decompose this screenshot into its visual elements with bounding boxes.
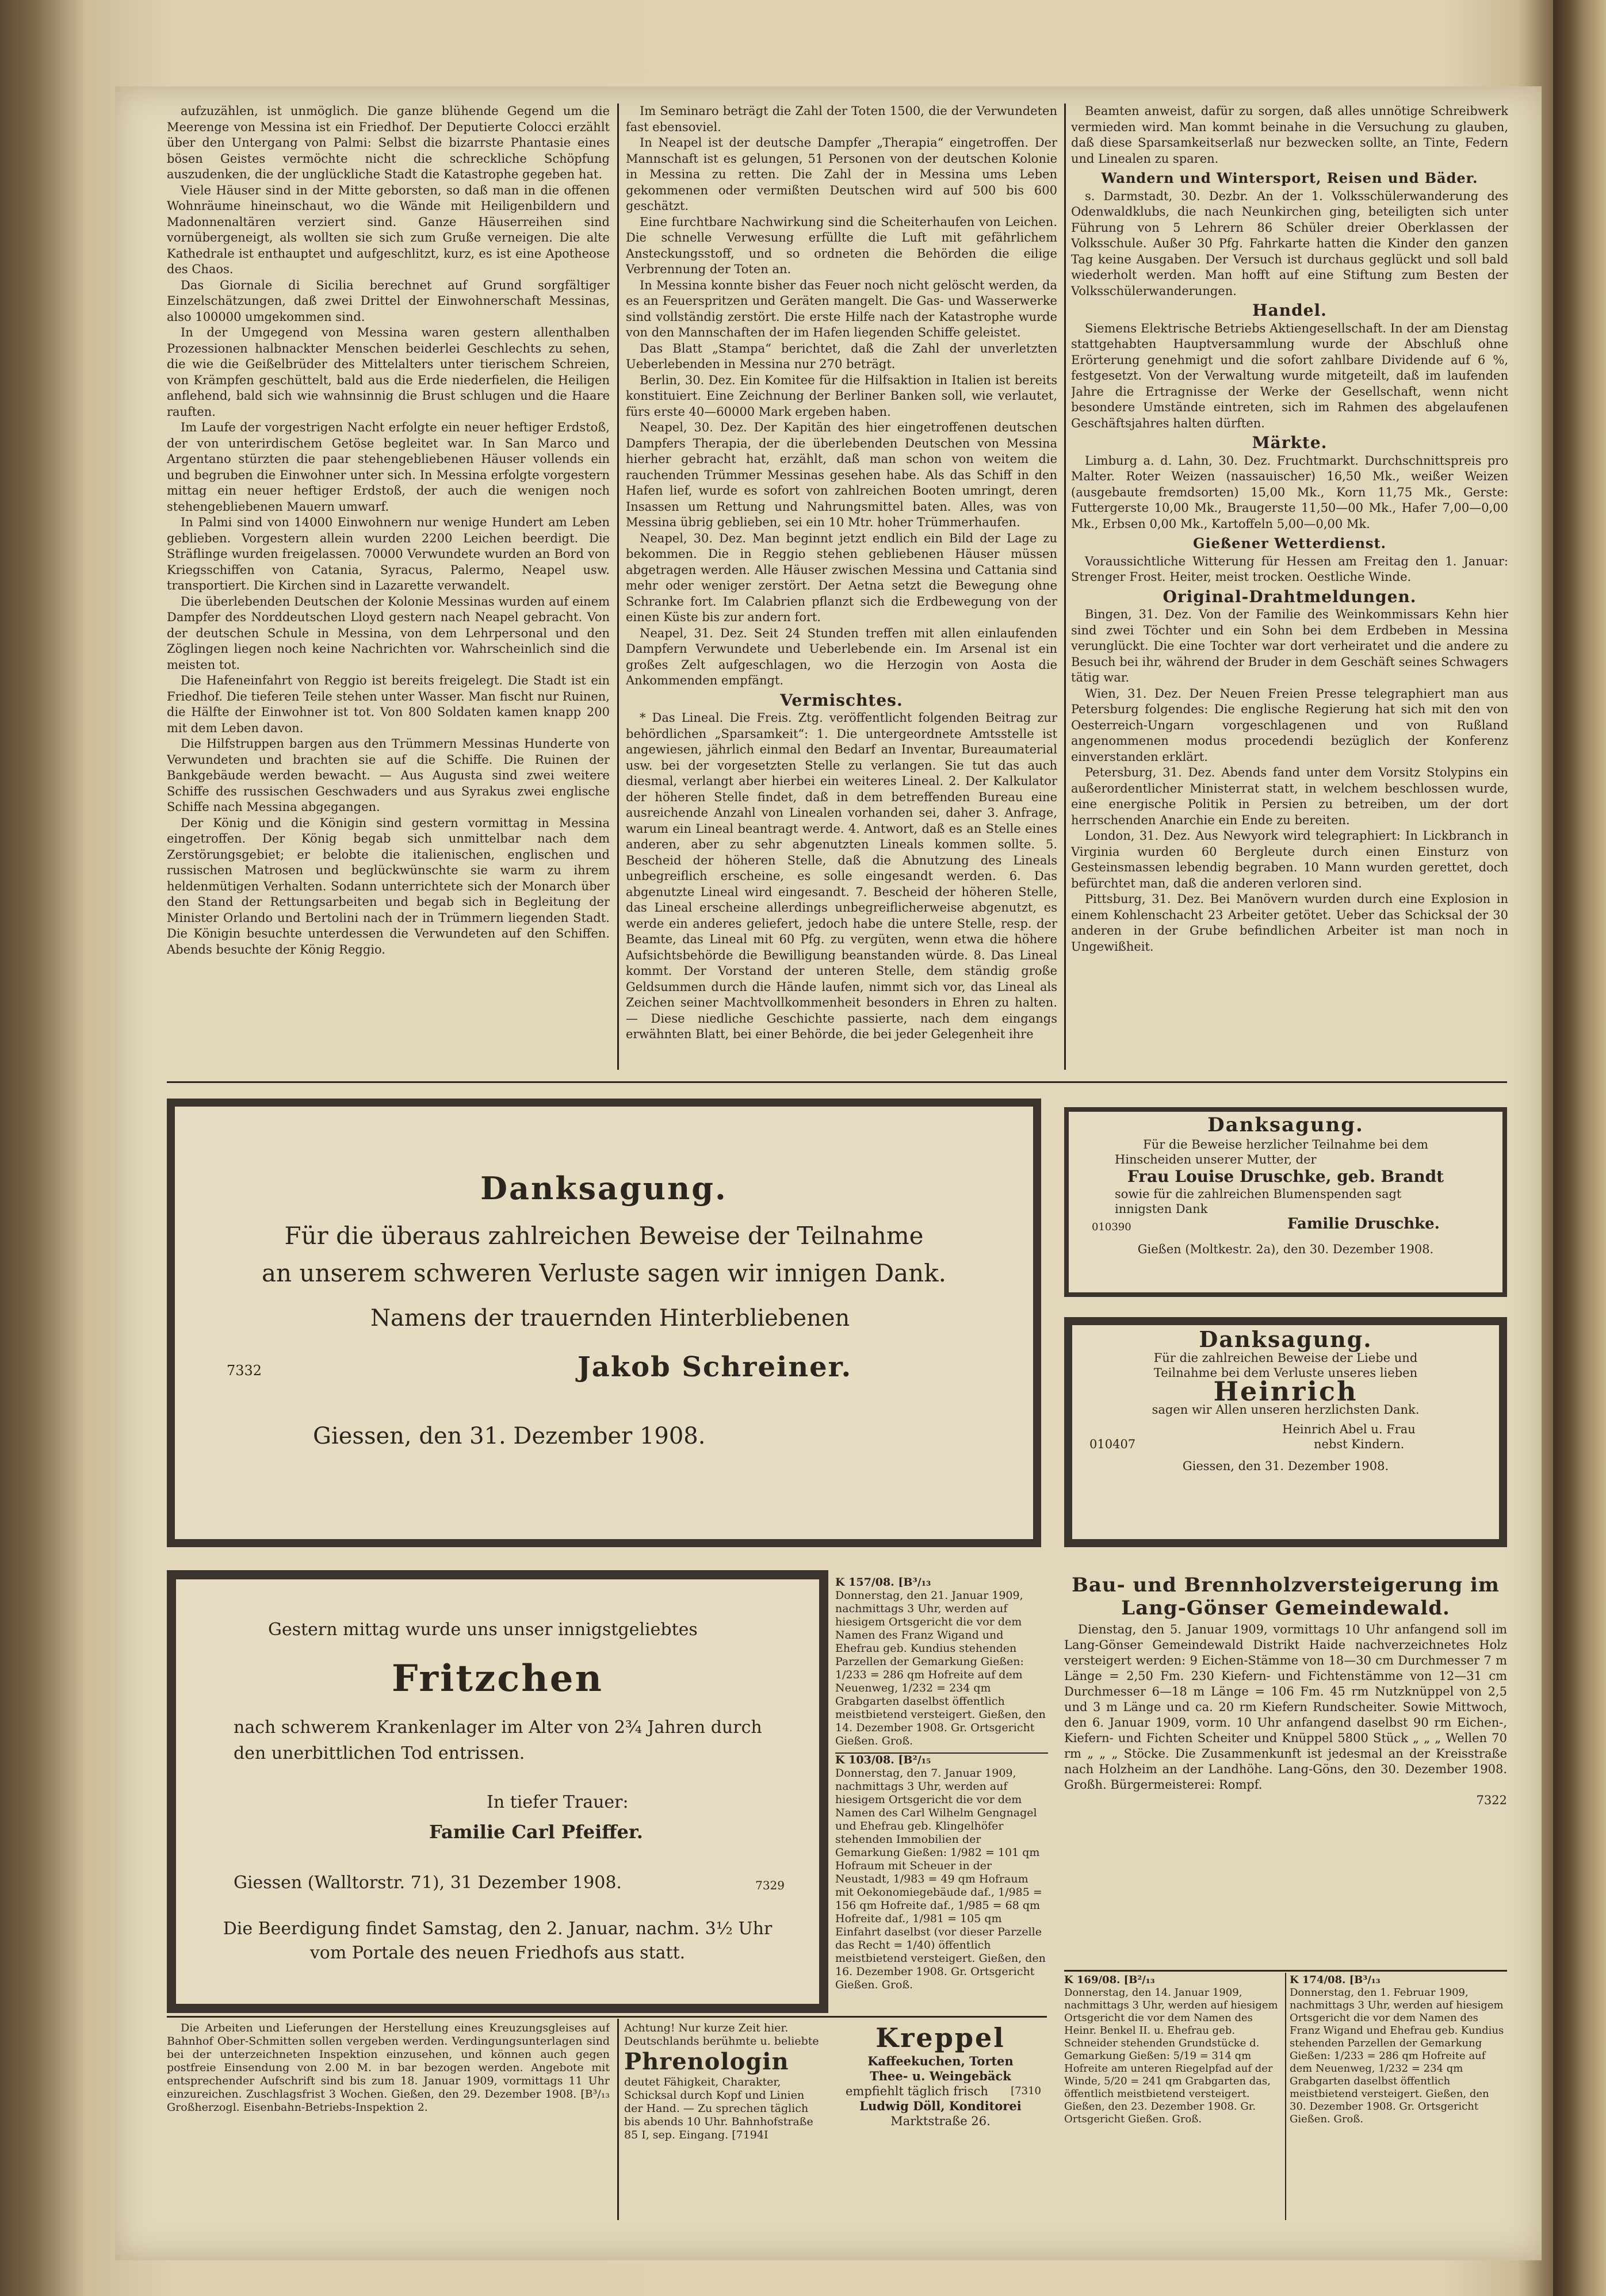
section-rule [167,2016,1047,2018]
col2-para: Neapel, 30. Dez. Man beginnt jetzt endlich ein Bild der Lage zu bekommen. Die in Reggio stehen gebliebenen Häuser müssen abgetragen werden. Alle Häuser zwischen Messina und Cattania sind mehr oder weniger zerstört. Der Aetna setzt die Bewegung ohne Schranke fort. Im Calabrien pflanzt sich die Erdbewegung von der einen Küste bis zur andern fort. [626,531,1057,624]
section-heading-drahtmeldungen: Original-Drahtmeldungen. [1163,587,1417,606]
col2-misc: * Das Lineal. Die Freis. Ztg. veröffentlicht folgenden Beitrag zur behördlichen „Sparsamkeit“: 1. Die untergeordnete Amtsstelle ist angewiesen, jährlich einmal den Bedarf an Inventar, Bureaumaterial usw. bei der vorgesetzten Stelle zu verlangen. Sie tut das auch diesmal, verlangt aber hierbei ein weiteres Lineal. 2. Der Kalkulator der höheren Stelle findet, daß in dem betreffenden Bureau eine ausreichende Anzahl von Linealen vorhanden sei, daher 3. Anfrage, warum ein Lineal beantragt werde. 4. Antwort, daß es an Stelle eines anderen, aber zu sehr abgenutzten Lineals kommen sollte. 5. Bescheid der höheren Stelle, daß die Abnutzung des Lineals unbegreiflich erscheine, es solle eingesandt werden. 6. Das abgenutzte Lineal wird eingesandt. 7. Bescheid der höheren Stelle, das Lineal erscheine allerdings unbegreiflicherweise abgenutzt, es werde ein anderes geliefert, jedoch habe die untere Stelle, resp. der Beamte, das Lineal mit 60 Pfg. zu vergüten, wenn etwa die höhere Aufsichtsbehörde die Bewilligung beanstanden würde. 8. Das Lineal kommt. Der Vorstand der unteren Stelle, dem ständig große Geldsummen durch die Hände laufen, nimmt sich vor, das Lineal als Zeichen seiner Machtvollkommenheit besonders in Ehren zu halten. — Diese niedliche Geschichte passierte, nach dem eingangs erwähnten Blatt, bei einer Behörde, die bei jeder Gelegenheit ihre [626,711,1057,1041]
ad-druschke-line4: innigsten Dank [1115,1202,1208,1216]
col2-para: In Messina konnte bisher das Feuer noch nicht gelöscht werden, da es an Feuerspritzen und Geräten mangelt. Die Gas- und Wasserwerke sind vollständig zerstört. Die erste Hilfe nach der Katastrophe wurde von den Mannschaften der im Hafen liegenden Schiffe geleistet. [626,278,1057,339]
auction-column [835,1576,1048,2013]
ad-bauholz-code: 7322 [1476,1793,1507,1807]
ad-heinrich-line3: sagen wir Allen unseren herzlichsten Dank. [1152,1403,1420,1417]
ad-danksagung-heinrich [1064,1317,1507,1547]
ad-fritzchen-code: 7329 [755,1878,785,1892]
ad-bauholz-body: Dienstag, den 5. Januar 1909, vormittags 10 Uhr anfangend soll im Lang-Gönser Gemeindewald Distrikt Haide nachverzeichnetes Holz versteigert werden: 9 Eichen-Stämme von 18—30 cm Durchmesser 7 m Länge = 2,50 Fm. 230 Kiefern- und Fichtenstämme von 12—31 cm Durchmesser 6—18 m Länge = 106 Fm. 45 rm Nutzknüppel von 2,5 und 3 m Länge und ca. 20 rm Kiefern Rundscheiter. Sowie Mittwoch, den 6. Januar 1909, vorm. 10 Uhr anfangend daselbst 90 rm Eichen-, Kiefern- und Fichten Scheiter und Knüppel 5800 Stück „ „ „ Wellen 70 rm „ „ „ Stöcke. Die Zusammenkunft ist jedesmal an der Kreisstraße nach Holzheim an der Landhöhe. Lang-Göns, den 30. Dezember 1908. Großh. Bürgermeisterei: Rompf. [1064,1622,1507,1792]
ad-heinrich-code: 010407 [1089,1437,1136,1451]
col3-text: Voraussichtliche Witterung für Hessen am Freitag den 1. Januar: Strenger Frost. Heiter, meist trocken. Oestliche Winde. [1071,554,1508,584]
section-heading-maerkte: Märkte. [1252,433,1328,452]
ad-bauholz [1064,1570,1507,1967]
ad-kreppel-line3: empfiehlt täglich frisch [846,2084,988,2098]
col2-para: Eine furchtbare Nachwirkung sind die Scheiterhaufen von Leichen. Die schnelle Verwesung erfüllte die Luft mit gefährlichem Ansteckungsstoff, und so ordneten die Behörden die eilige Verbrennung der Toten an. [626,215,1057,276]
col1-para: Im Laufe der vorgestrigen Nacht erfolgte ein neuer heftiger Erdstoß, der von unterirdischem Getöse begleitet war. In San Marco und Argentano stürzten die paar stehengebliebenen Häuser vollends ein und begruben die Einwohner unter sich. In Messina erfolgte vorgestern mittag ein neuer heftiger Erdstoß, der auch die wenigen noch stehengebliebenen Mauern umwarf. [167,420,610,514]
ad-kreppel-line1: Kaffeekuchen, Torten [867,2054,1014,2068]
ad-fritzchen-content [199,1579,796,2004]
column-rule [1064,104,1066,1070]
col3-text: s. Darmstadt, 30. Dezbr. An der 1. Volksschülerwanderung des Odenwaldklubs, die nach Neunkirchen ging, beteiligten sich unter Führung von 5 Lehrern 86 Schüler dreier Oberklassen der Volksschule. Außer 30 Pfg. Fahrkarte hatten die Kinder den ganzen Tag keine Ausgaben. Der Versuch ist durchaus geglückt und soll bald wiederholt werden. Man hofft auf eine Stiftung zum Besten der Volksschülerwanderungen. [1071,189,1508,298]
ad-danksagung-druschke [1064,1107,1507,1297]
col1-para: Der König und die Königin sind gestern vormittag in Messina eingetroffen. Der König begab sich unmittelbar nach dem Zerstörungsgebiet; er belobte die italienischen, englischen und russischen Matrosen und beglückwünschte sie warm zu ihrem heldenmütigen Verhalten. Sodann unterrichtete sich der Monarch über den Stand der Rettungsarbeiten und begab sich in Begleitung der Minister Orlando und Bertolini nach der in Trümmern liegenden Stadt. Die Königin besuchte unterdessen die Verwundeten auf den Schiffen. Abends besuchte der König Reggio. [167,816,610,956]
col3-wire: Petersburg, 31. Dez. Abends fand unter dem Vorsitz Stolypins ein außerordentlicher Ministerrat statt, in welchem beschlossen wurde, eine energische Politik in Persien zu betreiben, um der dort herrschenden Anarchie ein Ende zu bereiten. [1071,766,1508,827]
ad-kreppel-address: Marktstraße 26. [890,2114,991,2128]
ad-fritzchen-family: Familie Carl Pfeiffer. [429,1821,643,1843]
section-heading-handel: Handel. [1252,301,1327,320]
column-rule [617,2019,619,2220]
section-heading-wetterdienst: Gießener Wetterdienst. [1192,535,1387,552]
auction3-header: K 169/08. [B²/₁₃ [1064,1974,1155,1986]
col2-para: Neapel, 30. Dez. Der Kapitän des hier eingetroffenen deutschen Dampfers Therapia, der die überlebenden Deutschen von Messina hierher gebracht hat, erzählt, daß man schon von weitem die rauchenden Trümmer Messinas gesehen habe. Als das Schiff in den Hafen lief, wurde es sofort von zahlreichen Booten umringt, deren Insassen um Rettung und Nahrungsmittel baten. Alles, was von Messina übrig geblieben, sei ein 10 Mtr. hoher Trümmerhaufen. [626,420,1057,529]
auction2-header: K 103/08. [B²/₁₅ [835,1754,931,1766]
col2-para: In Neapel ist der deutsche Dampfer „Therapia“ eingetroffen. Der Mannschaft ist es gelungen, 51 Personen von der deutschen Kolonie in Messina zu retten. Die Zahl der in Messina ums Leben gekommenen oder vermißten Deutschen wird auf 500 bis 600 geschätzt. [626,136,1057,213]
col1-para: Die Hafeneinfahrt von Reggio ist bereits freigelegt. Die Stadt ist ein Friedhof. Die tieferen Teile stehen unter Wasser. Man fischt nur Ruinen, die Hälfte der Einwohner ist tot. Von 800 Soldaten kamen knapp 200 mit dem Leben davon. [167,674,610,735]
ad-fritzchen-line3: den unerbittlichen Tod entrissen. [234,1743,525,1763]
col1-para: aufzuzählen, ist unmöglich. Die ganze blühende Gegend um die Meerenge von Messina ist ein Friedhof. Der Deputierte Colocci erzählt über den Untergang von Palmi: Selbst die bizarrste Phantasie eines bösen Geistes vermöchte nicht die schreckliche Schöpfung auszudenken, die der unglückliche Stadt die Katastrophe gegeben hat. [167,104,610,181]
ad-heinrich-signer2: nebst Kindern. [1314,1437,1405,1451]
ad-schreiner-code: 7332 [227,1363,262,1379]
ad-heinrich-signer1: Heinrich Abel u. Frau [1282,1422,1416,1436]
ad-phrenologin [624,2022,823,2223]
ad-kreppel-line2: Thee- u. Weingebäck [870,2069,1011,2083]
ad-fritzchen [167,1570,828,2013]
col2-para: Neapel, 31. Dez. Seit 24 Stunden treffen mit allen einlaufenden Dampfern Verwundete und Ueberlebende ein. Im Arsenal ist ein großes Zelt aufgeschlagen, wo die Herzogin von Aosta die Ankommenden empfängt. [626,626,1057,687]
section-heading-wandern: Wandern und Wintersport, Reisen und Bäder. [1101,170,1478,186]
col3-wire: Bingen, 31. Dez. Von der Familie des Weinkommissars Kehn hier sind zwei Töchter und ein Sohn bei dem Erdbeben in Messina verunglückt. Die eine Tochter war dort verheiratet und die andere zu Besuch bei ihr, während der Bruder in dem Geschäft seines Schwagers tätig war. [1071,607,1508,684]
auction4-text: Donnerstag, den 1. Februar 1909, nachmittags 3 Uhr, werden auf hiesigem Ortsgericht die vor dem Namen des Franz Wigand und Ehefrau geb. Kundius stehenden Parzellen der Gemarkung Gießen: 1/233 = 286 qm Hofreite auf dem Neuenweg, 1/232 = 234 qm Grabgarten daselbst öffentlich meistbietend versteigert. Gießen, den 30. Dezember 1908. Gr. Ortsgericht Gießen. Groß. [1290,1987,1504,2125]
ad-kreppel-name: Kreppel [875,2022,1005,2053]
ad-heinrich-place: Giessen, den 31. Dezember 1908. [1182,1459,1389,1473]
ad-schreiner-title: Danksagung. [480,1170,728,1207]
ad-heinrich-sign-row [1072,1437,1499,1453]
col3-text: Siemens Elektrische Betriebs Aktiengesellschaft. In der am Dienstag stattgehabten Hauptversammlung wurde der Abschluß ohne Erörterung genehmigt und die sofort zahlbare Dividende auf 6 %, festgesetzt. Von der Verwaltung wurde mitgeteilt, daß im laufenden Jahre die Ertragnisse der Werke der Gesellschaft, wenn nicht besondere Umstände eintreten, sich im Rahmen des abgelaufenen Geschäftsjahres halten dürften. [1071,321,1508,430]
ad-druschke-place: Gießen (Moltkestr. 2a), den 30. Dezember 1908. [1137,1242,1434,1256]
auction-bottom-right [1290,1974,1507,2221]
col1-para: Viele Häuser sind in der Mitte geborsten, so daß man in die offenen Wohnräume hineinschaut, wo die Wände mit Heiligenbildern und Madonnenaltären verziert sind. Ganze Häuserreihen sind vornübergeneigt, als wollten sie sich zum Gruße verneigen. Die alte Kathedrale ist enthauptet und aufgeschlitzt, kurz, es ist eine Apotheose des Chaos. [167,183,610,276]
ad-fritzchen-line2: nach schwerem Krankenlager im Alter von 2¾ Jahren durch [234,1717,762,1738]
ad-schreiner-name: Jakob Schreiner. [578,1351,852,1383]
col1-para: In Palmi sind von 14000 Einwohnern nur wenige Hundert am Leben geblieben. Vorgestern allein wurden 2200 Leichen beerdigt. Die Sträflinge wurden freigelassen. 70000 Verwundete wurden an Bord von Kriegsschiffen von Catania, Syracus, Palermo, Neapel usw. transportiert. Die Kirchen sind in Lazarette verwandelt. [167,515,610,592]
ad-kreppel-code: [7310 [1011,2085,1041,2097]
ad-druschke-code: 010390 [1092,1221,1131,1233]
ad-fritzchen-name: Fritzchen [392,1657,603,1700]
ad-heinrich-content [1072,1325,1499,1539]
ad-fritzchen-funeral1: Die Beerdigung findet Samstag, den 2. Januar, nachm. 3½ Uhr [223,1919,773,1939]
col2-para: Das Blatt „Stampa“ berichtet, daß die Zahl der unverletzten Ueberlebenden in Messina nur 270 beträgt. [626,341,1057,371]
ad-kreppel [834,2022,1047,2223]
col1-para: Die Hilfstruppen bargen aus den Trümmern Messinas Hunderte von Verwundeten und brachten sie auf die Schiffe. Die Ruinen der Bankgebäude werden bewacht. — Aus Augusta sind zwei weitere Schiffe des russischen Geschwaders und aus Syrakus zwei englische Schiffe nach Messina abgegangen. [167,737,610,814]
auction-bottom-left [1064,1974,1282,2221]
ad-heinrich-line2: Teilnahme bei dem Verluste unseres lieben [1153,1366,1418,1380]
ad-kreppel-row [834,2084,1047,2099]
ad-schreiner-line3: Namens der trauernden Hinterbliebenen [370,1305,850,1331]
ad-phreno-intro: Achtung! Nur kurze Zeit hier. Deutschlands berühmte u. beliebte [624,2022,819,2048]
auction2-text: Donnerstag, den 7. Januar 1909, nachmittags 3 Uhr, werden auf hiesigem Ortsgericht die vor dem Namen des Carl Wilhelm Gengnagel und Ehefrau geb. Klingelhöfer stehenden Immobilien der Gemarkung Gießen: 1/982 = 101 qm Hofraum mit Scheuer in der Neustadt, 1/983 = 49 qm Hofraum mit Oekonomiegebäude daf., 1/985 = 156 qm Hofreite daf., 1/985 = 68 qm Hofreite daf., 1/981 = 105 qm Einfahrt daselbst (vor dieser Parzelle das Recht = 1/40) öffentlich meistbietend versteigert. Gießen, den 16. Dezember 1908. Gr. Ortsgericht Gießen. Groß. [835,1767,1046,1991]
ad-schreiner-content [175,1107,1033,1539]
ad-fritzchen-funeral2: vom Portale des neuen Friedhofs aus statt. [309,1943,686,1963]
book-gutter [1553,0,1606,2296]
ad-phreno-name: Phrenologin [624,2048,789,2075]
ad-druschke-name: Frau Louise Druschke, geb. Brandt [1127,1167,1444,1186]
ad-schreiner-line2: an unserem schweren Verluste sagen wir innigen Dank. [261,1259,947,1287]
column-3 [1071,104,1508,1070]
col3-wire: London, 31. Dez. Aus Newyork wird telegraphiert: In Lickbranch in Virginia wurden 60 Bergleute durch einen Einsturz von Gesteinsmassen lebendig begraben. 10 Mann wurden gerettet, doch befürchtet man, daß die anderen verloren sind. [1071,829,1508,890]
ad-heinrich-line1: Für die zahlreichen Beweise der Liebe und [1153,1351,1418,1365]
ad-bauholz-title: Bau- und Brennholzversteigerung im Lang-Gönser Gemeindewald. [1072,1574,1500,1620]
ad-druschke-line1: Für die Beweise herzlicher Teilnahme bei dem [1143,1138,1428,1151]
ad-schreiner-line1: Für die überaus zahlreichen Beweise der Teilnahme [284,1222,924,1250]
auction3-text: Donnerstag, den 14. Januar 1909, nachmittags 3 Uhr, werden auf hiesigem Ortsgericht die vor dem Namen des Heinr. Benkel II. u. Ehefrau geb. Schneider stehenden Grundstücke d. Gemarkung Gießen: 5/19 = 314 qm Hofreite am unteren Riegelpfad auf der Winde, 5/20 = 241 qm Grabgarten das, öffentlich meistbietend versteigert. Gießen, den 23. Dezember 1908. Gr. Ortsgericht Gießen. Groß. [1064,1987,1278,2125]
ad-druschke-sign-row [1069,1216,1502,1236]
column-1 [167,104,610,1070]
column-rule [1285,1973,1286,2220]
col2-para: Berlin, 30. Dez. Ein Komitee für die Hilfsaktion in Italien ist bereits konstituiert. Eine Zeichnung der Berliner Banken soll, wie verlautet, fürs erste 40—60000 Mark ergeben haben. [626,373,1057,419]
ad-danksagung-schreiner [167,1099,1041,1547]
ad-bahn-text: Die Arbeiten und Lieferungen der Herstellung eines Kreuzungsgleises auf Bahnhof Ober-Schmitten sollen vergeben werden. Verdingungsunterlagen sind bei der unterzeichneten Inspektion einzusehen, und können auch gegen postfreie Einsendung von 2.00 M. in bar bezogen werden. Angebote mit entsprechender Aufschrift sind bis zum 18. Januar 1909, vormittags 11 Uhr einzureichen. Zuschlagsfrist 3 Wochen. Gießen, den 29. Dezember 1908. [B³/₁₃ Großherzogl. Eisenbahn-Betriebs-Inspektion 2. [167,2022,610,2114]
ad-druschke-content [1069,1112,1502,1292]
column-2 [626,104,1057,1070]
col1-para: Die überlebenden Deutschen der Kolonie Messinas wurden auf einem Dampfer des Norddeutschen Lloyd gestern nach Neapel gebracht. Von der deutschen Schule in Messina, von dem Lehrpersonal und den Zöglingen liegen noch keine Nachrichten vor. Wahrscheinlich sind die meisten tot. [167,594,610,672]
ad-heinrich-title: Danksagung. [1199,1326,1372,1352]
ad-druschke-line3: sowie für die zahlreichen Blumenspenden sagt [1115,1187,1402,1201]
ad-druschke-line2: Hinscheiden unserer Mutter, der [1115,1153,1317,1166]
ad-druschke-family: Familie Druschke. [1287,1215,1440,1233]
section-rule [167,1081,1507,1083]
auction4-header: K 174/08. [B³/₁₃ [1290,1974,1381,1986]
col2-para: Im Seminaro beträgt die Zahl der Toten 1500, die der Verwundeten fast ebensoviel. [626,104,1057,134]
section-heading-vermischtes: Vermischtes. [780,690,903,710]
ad-kreppel-shop: Ludwig Döll, Konditorei [859,2099,1022,2113]
col3-intro: Beamten anweist, dafür zu sorgen, daß alles unnötige Schreibwerk vermieden wird. Man kommt beinahe in die Versuchung zu glauben, daß diese Sparsamkeitserlaß nur bezwecken sollte, an Tinte, Federn und Linealen zu sparen. [1071,104,1508,166]
auction1-header: K 157/08. [B³/₁₃ [835,1576,931,1589]
col1-para: In der Umgegend von Messina waren gestern allenthalben Prozessionen halbnackter Menschen beiderlei Geschlechts zu sehen, die wie die Geißelbrüder des Mittelalters unter tierischem Schreien, von Krämpfen geschüttelt, bald aus die Erde niederfielen, die Heiligen anflehend, bald sich wie wahnsinnig die Brust schlugen und die Haare rauften. [167,326,610,419]
col3-wire: Pittsburg, 31. Dez. Bei Manövern wurden durch eine Explosion in einem Kohlenschacht 23 Arbeiter getötet. Ueber das Schicksal der 30 anderen in der Grube befindlichen Arbeiter ist man noch in Ungewißheit. [1071,892,1508,954]
auction1-text: Donnerstag, den 21. Januar 1909, nachmittags 3 Uhr, werden auf hiesigem Ortsgericht die vor dem Namen des Franz Wigand und Ehefrau geb. Kundius stehenden Parzellen der Gemarkung Gießen: 1/233 = 286 qm Hofreite auf dem Neuenweg, 1/232 = 234 qm Grabgarten daselbst öffentlich meistbietend versteigert. Gießen, den 14. Dezember 1908. Gr. Ortsgericht Gießen. Groß. [835,1589,1046,1747]
column-rule [617,104,619,1070]
section-rule [1064,1970,1507,1972]
ad-druschke-title: Danksagung. [1207,1113,1364,1136]
ad-fritzchen-line1: Gestern mittag wurde uns unser innigstgeliebtes [268,1620,698,1640]
ad-fritzchen-line4: In tiefer Trauer: [487,1792,629,1812]
col3-wire: Wien, 31. Dez. Der Neuen Freien Presse telegraphiert man aus Petersburg folgendes: Die englische Regierung hat sich mit den von Oesterreich-Ungarn vorgeschlagenen und von Rußland angenommenen modus procedendi bezüglich der Konferenz einverstanden erklärt. [1071,686,1508,764]
ad-schreiner-place: Giessen, den 31. Dezember 1908. [313,1423,706,1449]
col1-para: Das Giornale di Sicilia berechnet auf Grund sorgfältiger Einzelschätzungen, daß zwei Drittel der Einwohnerschaft Messinas, also 100000 umgekommen sind. [167,278,610,324]
col3-text: Limburg a. d. Lahn, 30. Dez. Fruchtmarkt. Durchschnittspreis pro Malter. Roter Weizen (nassauischer) 16,50 Mk., weißer Weizen (ausgebaute fremdsorten) 15,00 Mk., Korn 11,75 Mk., Gerste: Futtergerste 10,00 Mk., Braugerste 11,50—00 Mk., Hafer 7,00—0,00 Mk., Erbsen 0,00 Mk., Kartoffeln 5,00—0,00 Mk. [1071,453,1508,531]
ad-fritzchen-place: Giessen (Walltorstr. 71), 31 Dezember 1908. [234,1873,622,1893]
ad-phreno-text: deutet Fähigkeit, Charakter, Schicksal durch Kopf und Linien der Hand. — Zu sprechen täglich bis abends 10 Uhr. Bahnhofstraße 85 I, sep. Eingang. [7194I [624,2076,813,2141]
ad-heinrich-name: Heinrich [1213,1376,1358,1407]
ad-bahn [167,2022,610,2223]
